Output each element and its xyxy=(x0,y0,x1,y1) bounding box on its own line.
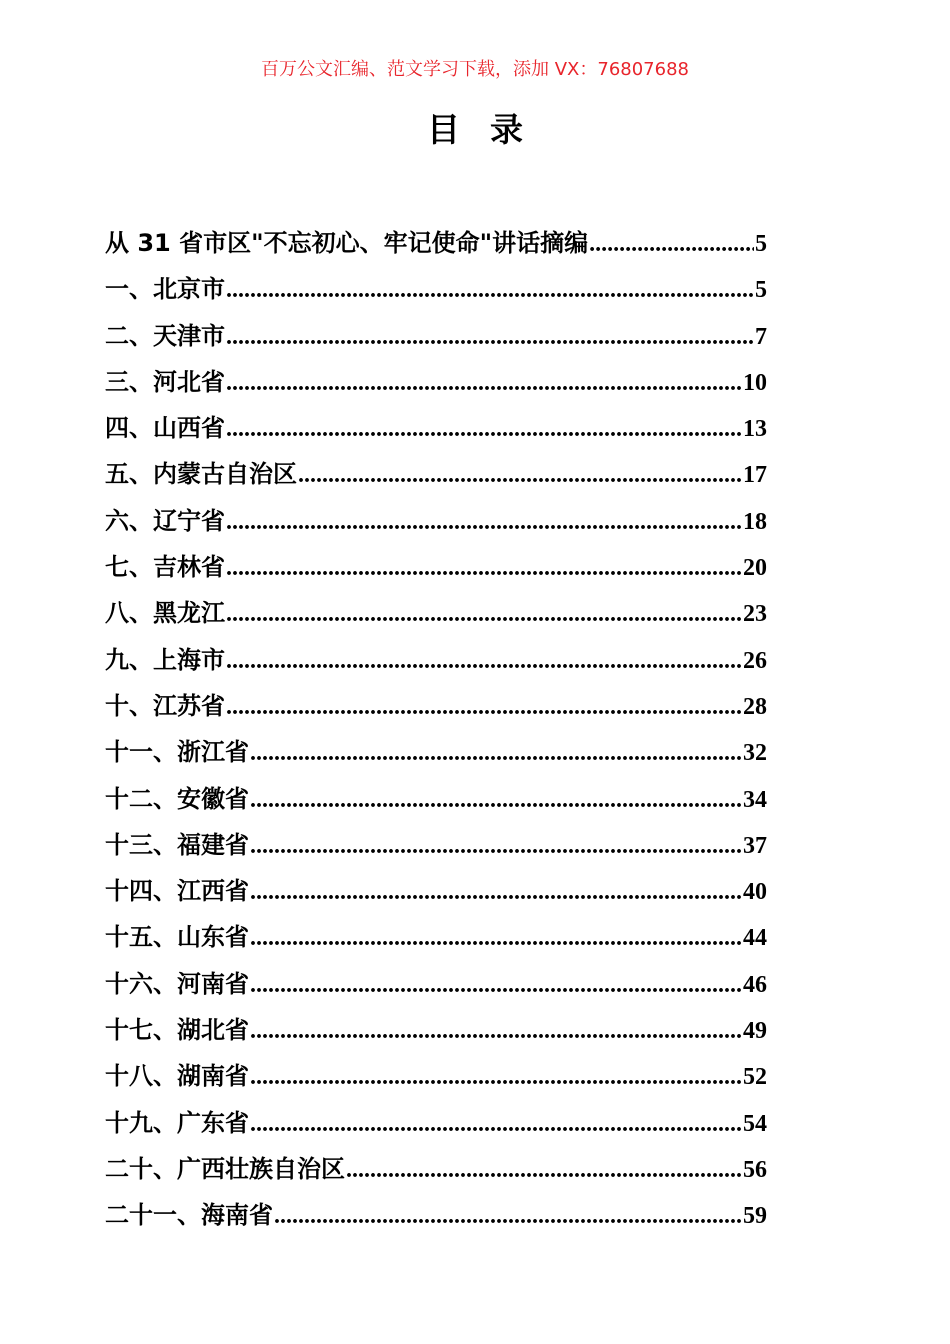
toc-entry-label: 十二、安徽省 xyxy=(105,784,249,813)
toc-entry-label: 十四、江西省 xyxy=(105,877,249,906)
toc-entry[interactable] xyxy=(105,313,767,359)
toc-entry-label: 五、内蒙古自治区 xyxy=(105,460,297,489)
toc-entry-label: 七、吉林省 xyxy=(105,553,225,582)
toc-entry-page: 49 xyxy=(743,1018,767,1045)
dot-leader xyxy=(226,267,754,312)
dot-leader xyxy=(226,638,742,683)
dot-leader xyxy=(250,777,742,822)
toc-entry[interactable] xyxy=(105,822,767,868)
toc-entry-label: 从 31 省市区"不忘初心、牢记使命"讲话摘编 xyxy=(105,229,589,257)
toc-entry[interactable] xyxy=(105,266,767,312)
toc-entry-label: 十一、浙江省 xyxy=(105,738,249,767)
toc-entry[interactable] xyxy=(105,220,767,266)
toc-entry[interactable] xyxy=(105,637,767,683)
toc-entry-page: 5 xyxy=(755,231,767,257)
toc-entry-page: 28 xyxy=(743,693,767,720)
toc-entry[interactable] xyxy=(105,776,767,822)
toc-entry-page: 52 xyxy=(743,1064,767,1091)
toc-entry-page: 5 xyxy=(755,277,767,304)
dot-leader xyxy=(274,1193,742,1238)
toc-entry[interactable] xyxy=(105,1053,767,1099)
dot-leader xyxy=(250,730,742,775)
toc-entry-label: 二十、广西壮族自治区 xyxy=(105,1154,345,1183)
toc-entry-label: 十七、湖北省 xyxy=(105,1016,249,1045)
toc-entry-page: 20 xyxy=(743,555,767,582)
toc-entry-label: 九、上海市 xyxy=(105,645,225,674)
dot-leader xyxy=(226,499,742,544)
toc-entry-label: 四、山西省 xyxy=(105,414,225,443)
toc-entry[interactable] xyxy=(105,914,767,960)
toc-entry-page: 26 xyxy=(743,647,767,674)
page-title: 目录 xyxy=(427,110,553,149)
dot-leader xyxy=(226,314,754,359)
toc-entry-page: 44 xyxy=(743,925,767,952)
toc-entry-page: 34 xyxy=(743,786,767,813)
toc-entry-page: 46 xyxy=(743,971,767,998)
toc-entry[interactable] xyxy=(105,1007,767,1053)
toc-entry[interactable] xyxy=(105,1100,767,1146)
toc-entry-label: 六、辽宁省 xyxy=(105,506,225,535)
toc-entry[interactable] xyxy=(105,451,767,497)
dot-leader xyxy=(298,452,742,497)
toc-entry[interactable] xyxy=(105,729,767,775)
toc-entry[interactable] xyxy=(105,1192,767,1238)
toc-entry-label: 十、江苏省 xyxy=(105,691,225,720)
toc-entry-label: 十五、山东省 xyxy=(105,923,249,952)
toc-entry-label: 十九、广东省 xyxy=(105,1108,249,1137)
toc-entry[interactable] xyxy=(105,359,767,405)
toc-entry-label: 二、天津市 xyxy=(105,321,225,350)
dot-leader xyxy=(250,823,742,868)
toc-entry-page: 56 xyxy=(743,1156,767,1183)
toc-entry-label: 三、河北省 xyxy=(105,367,225,396)
toc-entry-label: 十六、河南省 xyxy=(105,969,249,998)
dot-leader xyxy=(250,962,742,1007)
dot-leader xyxy=(226,406,742,451)
dot-leader xyxy=(589,221,754,266)
toc-entry[interactable] xyxy=(105,1146,767,1192)
dot-leader xyxy=(250,1101,742,1146)
toc-entry-page: 32 xyxy=(743,740,767,767)
toc-entry-label: 十八、湖南省 xyxy=(105,1062,249,1091)
toc-entry-page: 18 xyxy=(743,508,767,535)
toc-entry-page: 40 xyxy=(743,879,767,906)
toc-entry-page: 59 xyxy=(743,1203,767,1230)
toc-entry[interactable] xyxy=(105,498,767,544)
table-of-contents xyxy=(105,220,767,1239)
dot-leader xyxy=(226,684,742,729)
header-note: 百万公文汇编、范文学习下载，添加 VX：76807688 xyxy=(261,59,689,80)
toc-entry-label: 一、北京市 xyxy=(105,275,225,304)
toc-entry-page: 23 xyxy=(743,601,767,628)
dot-leader xyxy=(226,360,742,405)
toc-entry-page: 37 xyxy=(743,832,767,859)
dot-leader xyxy=(250,1008,742,1053)
dot-leader xyxy=(346,1147,742,1192)
toc-entry-page: 10 xyxy=(743,369,767,396)
toc-entry-label: 二十一、海南省 xyxy=(105,1201,273,1230)
toc-entry-page: 54 xyxy=(743,1110,767,1137)
dot-leader xyxy=(226,591,742,636)
dot-leader xyxy=(226,545,742,590)
toc-entry[interactable] xyxy=(105,961,767,1007)
toc-entry-page: 7 xyxy=(755,323,767,350)
toc-entry-page: 17 xyxy=(743,462,767,489)
toc-entry-label: 八、黑龙江 xyxy=(105,599,225,628)
dot-leader xyxy=(250,1054,742,1099)
toc-entry[interactable] xyxy=(105,544,767,590)
toc-entry[interactable] xyxy=(105,405,767,451)
toc-entry-page: 13 xyxy=(743,416,767,443)
toc-entry[interactable] xyxy=(105,683,767,729)
toc-entry-label: 十三、福建省 xyxy=(105,830,249,859)
dot-leader xyxy=(250,915,742,960)
dot-leader xyxy=(250,869,742,914)
toc-entry[interactable] xyxy=(105,590,767,636)
toc-entry[interactable] xyxy=(105,868,767,914)
